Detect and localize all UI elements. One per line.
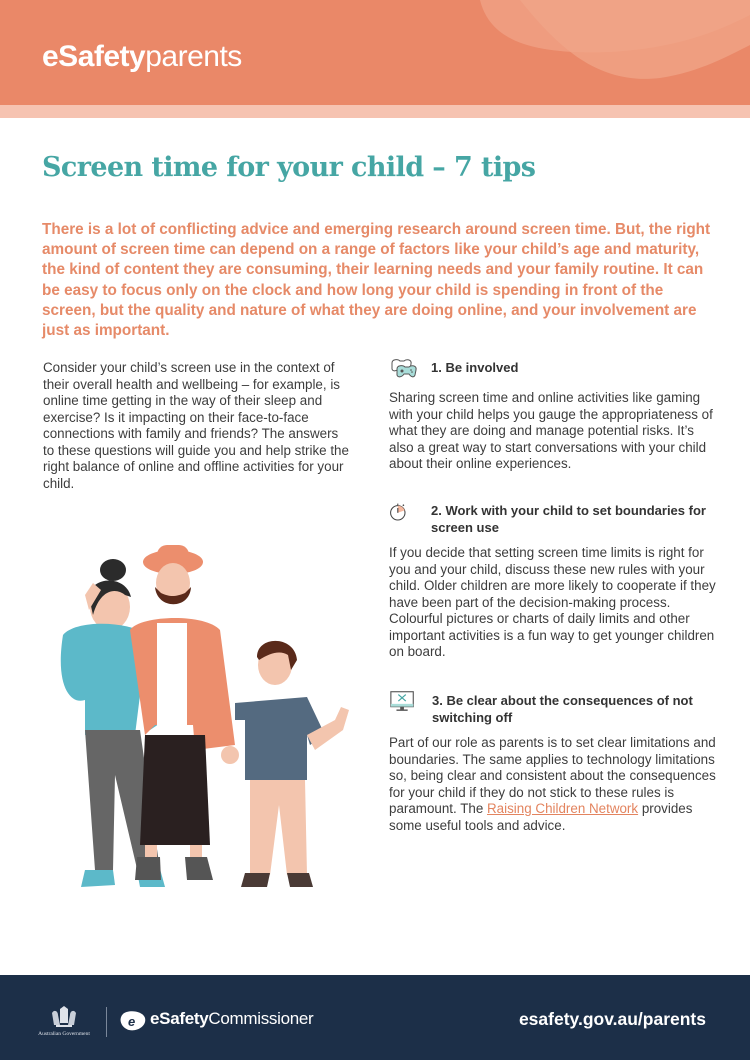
stopwatch-icon	[389, 500, 413, 524]
tip-1-title: 1. Be involved	[431, 360, 519, 375]
brand-bold: eSafety	[42, 40, 146, 73]
brand-light: parents	[145, 40, 242, 73]
tip-3	[389, 690, 719, 834]
footer	[0, 975, 750, 1060]
tip-2	[389, 500, 719, 661]
game-controller-icon	[389, 357, 419, 381]
esafety-parents-logo	[42, 40, 242, 74]
australian-government-label: Australian Government	[38, 1031, 90, 1037]
commissioner-light: Commissioner	[208, 1009, 314, 1028]
page-title: Screen time for your child – 7 tips	[42, 152, 536, 183]
footer-divider	[106, 1007, 107, 1037]
tip-2-title: 2. Work with your child to set boundaries for screen use	[431, 503, 706, 535]
tip-3-body-text-end: provides some useful tools and advice.	[389, 801, 693, 833]
tip-3-header	[389, 690, 719, 726]
commissioner-bold: eSafety	[150, 1009, 209, 1028]
esafety-commissioner-logo-icon	[119, 1010, 147, 1032]
tip-1	[389, 357, 719, 473]
tip-3-title: 3. Be clear about the consequences of not switching off	[432, 693, 693, 725]
tip-1-body: Sharing screen time and online activities like gaming with your child helps you gauge the appropriateness of what they are doing and manage potential risks. It’s also a great way to start conversations with your child about their online experiences.	[389, 390, 713, 471]
tip-3-body	[389, 735, 719, 834]
esafety-parents-url-link[interactable]: esafety.gov.au/parents	[518, 1009, 706, 1029]
intro-paragraph: There is a lot of conflicting advice and emerging research around screen time. But, the right amount of screen time can depend on a range of factors like your child’s age and maturity, the kind of content they are consuming, their learning needs and your family routine. It can be easy to focus only on the clock and how long your child is spending in front of the screen, but the quality and nature of what they are doing online, and your involvement are just as important.	[42, 221, 711, 340]
tip-2-header	[389, 500, 719, 536]
tip-2-body: If you decide that setting screen time limits is right for you and your child, discuss these new rules with your child. Older children are more likely to cooperate if they have been part of the decision-making process. Colourful pictures or charts of daily limits and other important activities is a fun way to get younger children on board.	[389, 545, 716, 659]
svg-text:e: e	[128, 1014, 136, 1029]
family-illustration	[45, 535, 355, 910]
monitor-off-icon	[389, 690, 417, 714]
header-banner	[0, 0, 750, 105]
esafety-commissioner-wordmark	[150, 1009, 313, 1029]
raising-children-network-link[interactable]: Raising Children Network	[487, 801, 639, 816]
tip-1-header	[389, 357, 719, 381]
tip-3-body-text: Part of our role as parents is to set clear limitations and boundaries. The same applies to technology limitations so, being clear and consistent about the consequences for your child if they do not stick to these rules is paramount. The	[389, 735, 716, 816]
header-band	[0, 105, 750, 118]
context-paragraph: Consider your child’s screen use in the context of their overall health and wellbeing – for example, is online time getting in the way of their sleep and exercise? Is it impacting on their face-to-face connections with family and friends? The answers to these questions will guide you and help strike the right balance of online and offline activities for your child.	[43, 360, 349, 491]
